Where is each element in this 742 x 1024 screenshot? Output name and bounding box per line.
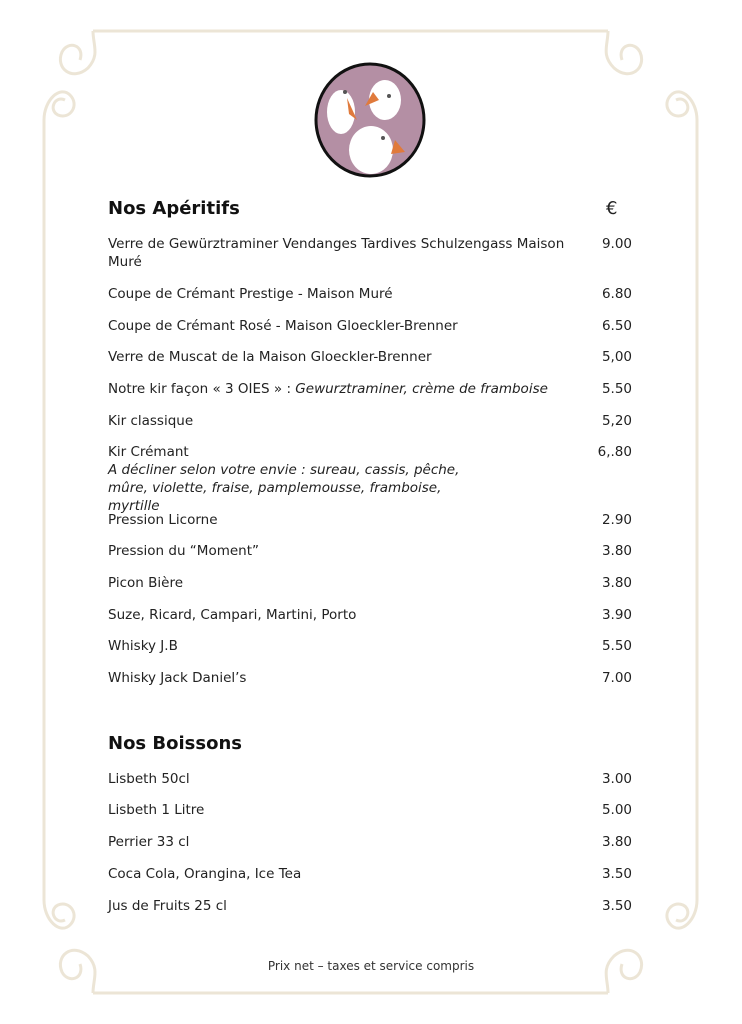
item-price: 3.80 (601, 543, 632, 559)
item-name: Kir classique (108, 413, 194, 429)
item-name: Jus de Fruits 25 cl (108, 898, 227, 914)
item-name: Verre de Muscat de la Maison Gloeckler-Brenner (108, 349, 432, 365)
item-name: Coupe de Crémant Prestige - Maison Muré (108, 286, 393, 302)
item-name: Notre kir façon « 3 OIES » : (108, 381, 296, 397)
item-name: Lisbeth 50cl (108, 771, 190, 787)
menu-item (108, 606, 632, 624)
item-price: 3.80 (601, 575, 632, 591)
item-description: A décliner selon votre envie : sureau, cassis, pêche, mûre, violette, fraise, pamplemousse, framboise, myrtille (108, 462, 460, 514)
item-price: 6.50 (601, 318, 632, 334)
item-name: Pression du “Moment” (108, 543, 260, 559)
item-name: Whisky Jack Daniel’s (108, 670, 247, 686)
currency-header: € (606, 198, 618, 219)
item-price: 3.50 (601, 898, 632, 914)
item-price: 5.50 (601, 638, 632, 654)
item-price: 7.00 (601, 670, 632, 686)
item-price: 5.50 (601, 381, 632, 397)
boissons-title: Nos Boissons (108, 733, 242, 754)
item-detail: Gewurztraminer, crème de framboise (295, 381, 548, 397)
item-name: Perrier 33 cl (108, 834, 190, 850)
item-name: Picon Bière (108, 575, 184, 591)
menu-item (108, 770, 632, 788)
menu-item (108, 801, 632, 819)
item-name: Coca Cola, Orangina, Ice Tea (108, 866, 302, 882)
item-price: 6,.80 (597, 444, 632, 460)
item-name: Lisbeth 1 Litre (108, 802, 205, 818)
menu-item (108, 317, 632, 335)
geese-logo (313, 62, 427, 178)
menu-item (108, 285, 632, 303)
menu-item (108, 669, 632, 687)
footer-note: Prix net – taxes et service compris (267, 959, 475, 973)
item-name: Verre de Gewürztraminer Vendanges Tardives Schulzengass Maison Muré (108, 236, 565, 270)
item-price: 6.80 (601, 286, 632, 302)
item-price: 9.00 (601, 236, 632, 252)
item-price: 3.90 (601, 607, 632, 623)
menu-item (108, 865, 632, 883)
item-price: 3.00 (601, 771, 632, 787)
item-name: Kir Crémant (108, 444, 189, 460)
menu-item (108, 897, 632, 915)
menu-item (108, 235, 632, 271)
menu-item (108, 574, 632, 592)
item-name: Coupe de Crémant Rosé - Maison Gloeckler-Brenner (108, 318, 458, 334)
item-price: 2.90 (601, 512, 632, 528)
menu-item (108, 511, 632, 529)
item-price: 5,00 (601, 349, 632, 365)
menu-item (108, 833, 632, 851)
menu-item (108, 412, 632, 430)
menu-item (108, 348, 632, 366)
item-price: 3.50 (601, 866, 632, 882)
menu-item (108, 542, 632, 560)
aperitifs-title: Nos Apéritifs (108, 198, 240, 219)
item-name: Whisky J.B (108, 638, 178, 654)
menu-item (108, 443, 632, 515)
item-price: 3.80 (601, 834, 632, 850)
item-price: 5.00 (601, 802, 632, 818)
item-price: 5,20 (601, 413, 632, 429)
menu-item (108, 380, 632, 398)
menu-item (108, 637, 632, 655)
item-name: Suze, Ricard, Campari, Martini, Porto (108, 607, 357, 623)
item-name: Pression Licorne (108, 512, 218, 528)
